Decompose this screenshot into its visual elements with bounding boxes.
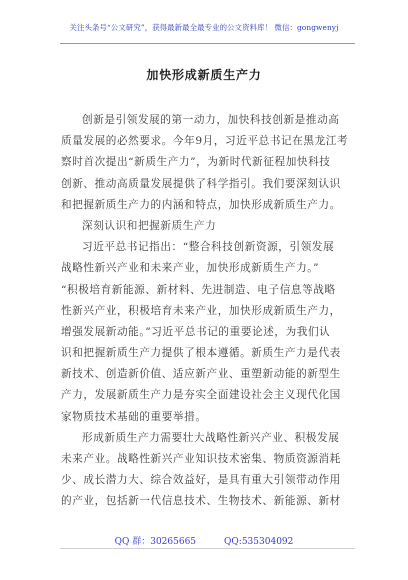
footer-qq-group: QQ 群：30265665 xyxy=(114,537,197,547)
paragraph-line: 产力，发展新质生产力是夯实全面建设社会主义现代化国 xyxy=(61,389,341,402)
footer-qq-number: QQ:535304092 xyxy=(224,537,294,547)
paragraph-line: “积极培育新能源、新材料、先进制造、电子信息等战略 xyxy=(61,283,336,296)
paragraph-line: 质量发展的必然要求。今年9月，习近平总书记在黑龙江考 xyxy=(61,135,349,148)
paragraph-line: 形成新质生产力需要壮大战略性新兴产业、积极发展 xyxy=(82,431,340,444)
paragraph-line: 和把握新质生产力的内涵和特点，加快形成新质生产力。 xyxy=(61,198,341,211)
header-banner: 关注头条号“公文研究”，获得最新最全最专业的公文资料库！ 微信：gongwenyj xyxy=(69,23,339,32)
section-heading: 深刻认识和把握新质生产力 xyxy=(82,219,217,232)
paragraph-line: 少、成长潜力大、综合效益好，是具有重大引领带动作用 xyxy=(61,474,341,487)
paragraph-line: 增强发展新动能。”习近平总书记的重要论述，为我们认 xyxy=(61,325,331,338)
document-title: 加快形成新质生产力 xyxy=(146,68,262,82)
paragraph-line: 家物质技术基础的重要举措。 xyxy=(61,410,207,423)
header-divider xyxy=(60,43,355,44)
paragraph-line: 性新兴产业，积极培育未来产业，加快形成新质生产力， xyxy=(61,304,341,317)
paragraph-line: 创新、推动高质量发展提供了科学指引。我们要深刻认识 xyxy=(61,177,341,190)
paragraph-line: 习近平总书记指出：“整合科技创新资源，引领发展 xyxy=(82,241,335,254)
paragraph-line: 识和把握新质生产力提供了根本遵循。新质生产力是代表 xyxy=(61,347,341,360)
paragraph-line: 创新是引领发展的第一动力，加快科技创新是推动高 xyxy=(82,114,340,126)
paragraph-line: 察时首次提出“新质生产力”，为新时代新征程加快科技 xyxy=(61,156,331,169)
paragraph-line: 新技术、创造新价值、适应新产业、重塑新动能的新型生 xyxy=(61,368,341,381)
paragraph-line: 战略性新兴产业和未来产业，加快形成新质生产力。” xyxy=(61,262,320,275)
paragraph-line: 未来产业。战略性新兴产业知识技术密集、物质资源消耗 xyxy=(61,453,341,465)
document-body xyxy=(61,110,351,513)
footer-contact xyxy=(0,534,408,547)
footer-divider xyxy=(60,548,355,549)
paragraph-line: 的产业，包括新一代信息技术、生物技术、新能源、新材 xyxy=(61,495,341,508)
